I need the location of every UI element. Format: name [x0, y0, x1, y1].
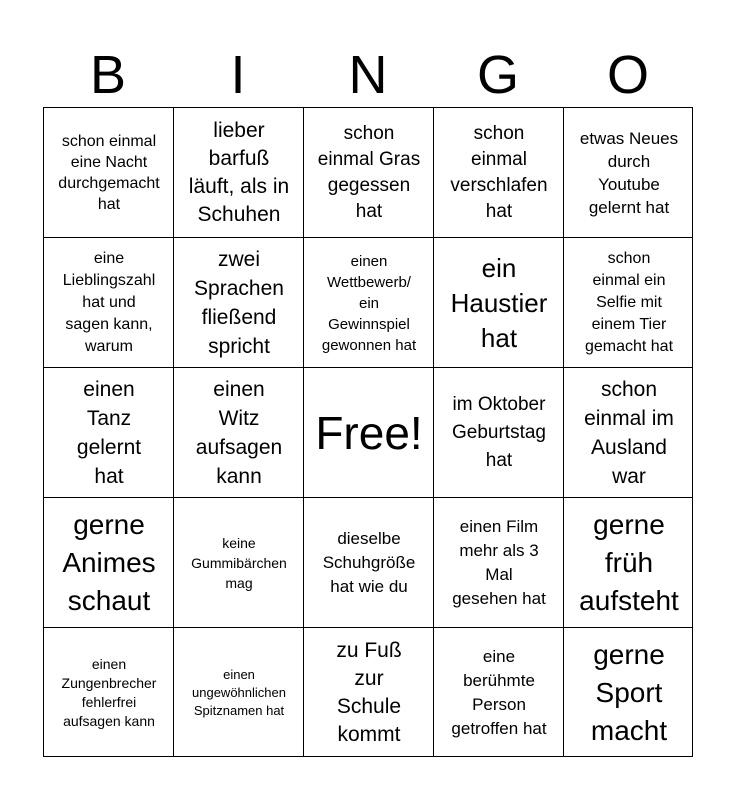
cell-text: lieber barfuß läuft, als in Schuhen — [188, 119, 290, 226]
bingo-cell[interactable] — [434, 368, 564, 498]
bingo-cell[interactable] — [44, 108, 174, 238]
bingo-cell[interactable] — [434, 238, 564, 368]
bingo-cell[interactable] — [174, 498, 304, 628]
header-letter-o: O — [606, 45, 649, 105]
header-letter-n: N — [348, 45, 388, 105]
cell-text: schon einmal Gras gegessen hat — [317, 123, 421, 222]
cell-text: einen Wettbewerb/ ein Gewinnspiel gewonnen hat — [321, 252, 417, 354]
bingo-cell[interactable] — [44, 628, 174, 758]
free-text: Free! — [315, 407, 423, 459]
cell-text: schon einmal eine Nacht durchgemacht hat — [58, 133, 160, 213]
cell-text: dieselbe Schuhgröße hat wie du — [322, 529, 416, 596]
cell-text: zu Fuß zur Schule kommt — [336, 639, 402, 746]
bingo-cell[interactable] — [564, 108, 694, 238]
cell-text: zwei Sprachen fließend spricht — [194, 248, 284, 358]
grid-divider — [44, 237, 692, 238]
bingo-cell[interactable] — [304, 108, 434, 238]
bingo-cell[interactable] — [564, 498, 694, 628]
cell-text: gerne Sport macht — [590, 639, 668, 746]
grid-divider — [44, 367, 692, 368]
header-letter-i: I — [230, 45, 246, 105]
header-letter-g: G — [476, 45, 519, 105]
bingo-cell[interactable] — [174, 238, 304, 368]
grid-divider — [563, 108, 564, 756]
grid-divider — [44, 497, 692, 498]
cell-text: eine berühmte Person getroffen hat — [451, 647, 547, 738]
grid-divider — [44, 627, 692, 628]
grid-divider — [173, 108, 174, 756]
cell-text: einen Tanz gelernt hat — [76, 378, 142, 488]
bingo-cell[interactable] — [434, 108, 564, 238]
bingo-cell[interactable] — [564, 238, 694, 368]
bingo-cell[interactable] — [174, 628, 304, 758]
bingo-cell[interactable] — [174, 108, 304, 238]
cell-text: einen Film mehr als 3 Mal gesehen hat — [452, 517, 546, 608]
bingo-cell[interactable] — [174, 368, 304, 498]
bingo-cell[interactable] — [434, 628, 564, 758]
grid-divider — [303, 108, 304, 756]
bingo-cell[interactable] — [304, 498, 434, 628]
cell-text: keine Gummibärchen mag — [191, 535, 287, 591]
cell-text: gerne Animes schaut — [62, 509, 156, 616]
cell-text: eine Lieblingszahl hat und sagen kann, warum — [62, 250, 156, 355]
cell-text: einen Zungenbrecher fehlerfrei aufsagen kann — [61, 656, 157, 729]
cell-text: gerne früh aufsteht — [579, 509, 679, 616]
bingo-cell[interactable] — [434, 498, 564, 628]
cell-text: einen Witz aufsagen kann — [195, 378, 283, 488]
cell-text: schon einmal ein Selfie mit einem Tier gemacht hat — [584, 250, 674, 355]
cell-text: einen ungewöhnlichen Spitznamen hat — [192, 667, 286, 718]
bingo-card — [43, 107, 693, 757]
cell-text: schon einmal verschlafen hat — [450, 123, 548, 222]
free-cell[interactable] — [304, 368, 434, 498]
grid-divider — [433, 108, 434, 756]
cell-text: ein Haustier hat — [450, 252, 548, 353]
bingo-cell[interactable] — [564, 368, 694, 498]
bingo-cell[interactable] — [304, 628, 434, 758]
cell-text: im Oktober Geburtstag hat — [452, 394, 546, 471]
bingo-cell[interactable] — [564, 628, 694, 758]
bingo-cell[interactable] — [304, 238, 434, 368]
bingo-cell[interactable] — [44, 238, 174, 368]
bingo-cell[interactable] — [44, 368, 174, 498]
bingo-cell[interactable] — [44, 498, 174, 628]
bingo-header — [43, 40, 693, 110]
cell-text: schon einmal im Ausland war — [584, 378, 674, 488]
header-letter-b: B — [89, 45, 127, 105]
cell-text: etwas Neues durch Youtube gelernt hat — [579, 129, 679, 217]
